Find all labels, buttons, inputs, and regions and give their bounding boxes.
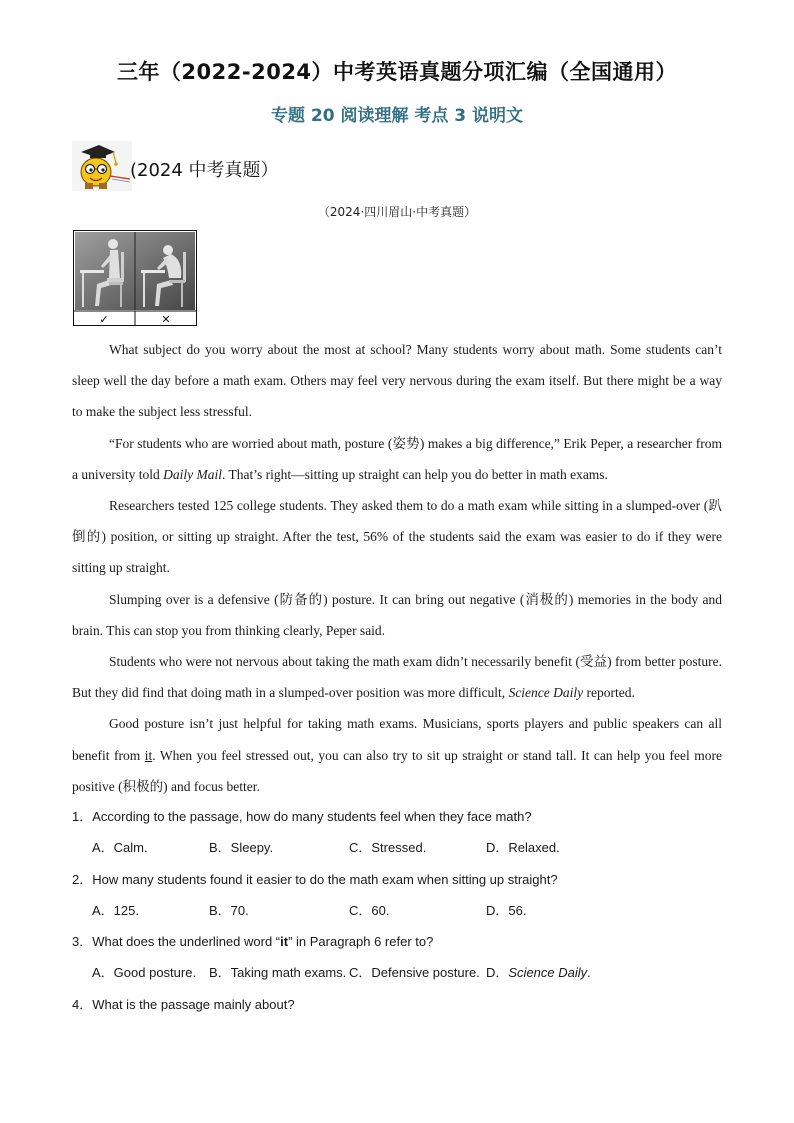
wrong-mark: ✕ [161,313,171,326]
source-daily-mail: Daily Mail [163,466,222,482]
question-3-option-b[interactable]: B．Taking math exams. [209,965,347,981]
question-list [72,801,722,1020]
page-title: 三年（2022-2024）中考英语真题分项汇编（全国通用） [116,60,678,84]
question-1-option-b[interactable]: B．Sleepy. [209,840,274,856]
passage-paragraph-1: What subject do you worry about the most at school? Many students worry about math. Some students can’t sleep well the day before a math exam. Others may feel very nervous during the exam itself. But there might be a way to make the subject less stressful. [72,342,722,420]
passage-paragraph-4: Slumping over is a defensive (防备的) posture. It can bring out negative (消极的) memories in the body and brain. This can stop you from thinking clearly, Peper said. [72,591,722,638]
question-1-stem: 1．According to the passage, how do many students feel when they face math? [72,809,532,824]
question-1-option-d[interactable]: D．Relaxed. [486,840,560,856]
question-2-option-c[interactable]: C．60. [349,902,390,918]
passage-paragraph-3: Researchers tested 125 college students. They asked them to do a math exam while sitting in a slumped-over (趴倒的) position, or sitting up straight. After the test, 56% of the students said the exam was easier to do if they were sitting up straight. [72,498,722,576]
passage-paragraph-2: “For students who are worried about math, posture (姿势) makes a big difference,” Erik Peper, a researcher from a university told Daily Mail. That’s right—sitting up straight can help you do better in math exams. [72,435,722,482]
section-heading [72,140,279,192]
section-label: (2024 中考真题） [130,160,279,181]
source-citation: （2024·四川眉山·中考真题） [317,205,477,219]
correct-mark: ✓ [99,313,109,326]
question-3-option-c[interactable]: C．Defensive posture. [349,965,480,981]
reading-passage [72,334,722,802]
question-3-option-d[interactable]: D．Science Daily. [486,965,591,981]
question-2-stem: 2．How many students found it easier to do the math exam when sitting up straight? [72,871,558,887]
question-1-options [72,832,722,863]
mascot-scholar-icon [72,141,132,191]
question-4-stem: 4．What is the passage mainly about? [72,996,295,1012]
question-3-option-a[interactable]: A．Good posture. [92,965,197,981]
underlined-word-it: it [144,747,153,763]
question-1-option-c[interactable]: C．Stressed. [349,840,427,856]
question-3-keyword: it [280,934,289,950]
posture-comparison-figure [73,230,197,326]
question-2-option-b[interactable]: B．70. [209,902,249,918]
question-2-option-d[interactable]: D．56. [486,902,527,918]
question-1-option-a[interactable]: A．Calm. [92,840,148,856]
question-3-stem: 3．What does the underlined word “it” in Paragraph 6 refer to? [72,934,434,950]
source-science-daily: Science Daily [508,685,584,701]
question-2-option-a[interactable]: A．125. [92,902,139,918]
question-3-options [72,957,722,988]
page-subtitle: 专题 20 阅读理解 考点 3 说明文 [270,106,524,126]
question-2-options [72,895,722,926]
passage-paragraph-5: Students who were not nervous about taking the math exam didn’t necessarily benefit (受益) from better posture. But they did find that doing math in a slumped-over position was more difficult, Science Daily reported. [72,654,722,701]
passage-paragraph-6: Good posture isn’t just helpful for taking math exams. Musicians, sports players and public speakers can all benefit from it. When you feel stressed out, you can also try to sit up straight or stand tall. It can help you feel more positive (积极的) and focus better. [72,716,722,794]
